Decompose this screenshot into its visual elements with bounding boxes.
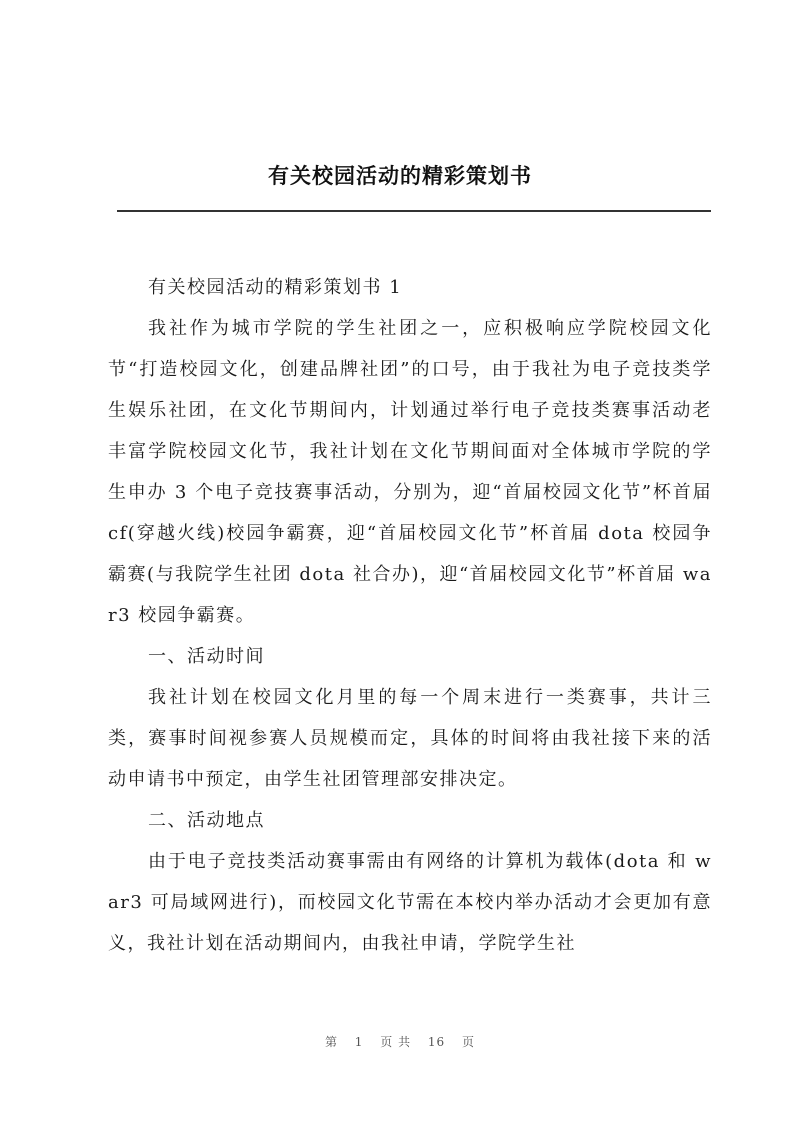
paragraph-location: 由于电子竞技类活动赛事需由有网络的计算机为载体(dota 和 war3 可局域网进行)，而校园文化节需在本校内举办活动才会更加有意义，我社计划在活动期间内，由我社申请，学院学生社 (108, 851, 712, 954)
paragraph-subtitle: 有关校园活动的精彩策划书 1 (148, 277, 403, 298)
section-heading-time: 一、活动时间 (148, 646, 265, 667)
page-footer (0, 1033, 800, 1050)
title-divider (117, 210, 711, 212)
paragraph-intro: 我社作为城市学院的学生社团之一，应积极响应学院校园文化节“打造校园文化，创建品牌社团”的口号，由于我社为电子竞技类学生娱乐社团，在文化节期间内，计划通过举行电子竞技类赛事活动老丰富学院校园文化节，我社计划在文化节期间面对全体城市学院的学生申办 3 个电子竞技赛事活动，分别为，迎“首届校园文化节”杯首届 cf(穿越火线)校园争霸赛，迎“首届校园文化节”杯首届 dota 校园争霸赛(与我院学生社团 dota 社合办)，迎“首届校园文化节”杯首届 war3 校园争霸赛。 (108, 318, 712, 626)
section-heading-location: 二、活动地点 (148, 810, 265, 831)
document-body (108, 267, 712, 964)
footer-mid: 页 共 (380, 1035, 412, 1049)
footer-prefix: 第 (324, 1035, 338, 1049)
footer-suffix: 页 (462, 1035, 476, 1049)
footer-page-number: 1 (354, 1035, 364, 1049)
paragraph-time: 我社计划在校园文化月里的每一个周末进行一类赛事，共计三类，赛事时间视参赛人员规模而定，具体的时间将由我社接下来的活动申请书中预定，由学生社团管理部安排决定。 (108, 687, 712, 790)
document-title: 有关校园活动的精彩策划书 (268, 164, 532, 188)
footer-total-pages: 16 (427, 1035, 446, 1049)
